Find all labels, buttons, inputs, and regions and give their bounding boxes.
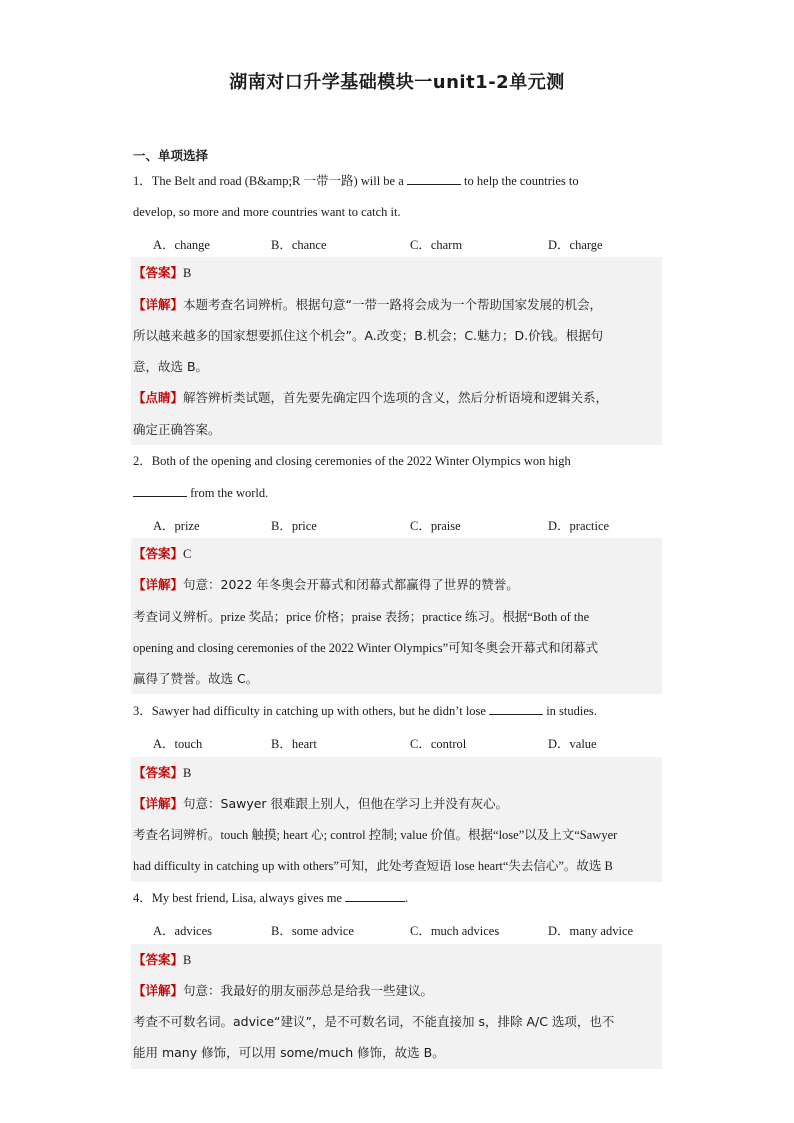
q1-detail-line2: 所以越来越多的国家想要抓住这个机会”。A.改变；B.机会；C.魅力；D.价钱。根据句 (133, 328, 604, 343)
q1-explanation-box (131, 257, 662, 445)
q3-detail-line1: 句意：Sawyer 很难跟上别人，但他在学习上并没有灰心。 (183, 796, 509, 811)
page-title: 湖南对口升学基础模块一unit1-2单元测 (229, 72, 565, 93)
answer-label: 【答案】 (133, 765, 184, 780)
q2-detail-line1: 句意：2022 年冬奥会开幕式和闭幕式都赢得了世界的赞誉。 (183, 577, 519, 592)
q4-detail-line2: 考查不可数名词。advice“建议”，是不可数名词，不能直接加 s，排除 A/C 选项，也不 (133, 1014, 615, 1029)
q3-option-d[interactable]: D．value (548, 737, 597, 751)
q1-option-a[interactable]: A．change (153, 238, 210, 252)
tip-label: 【点睛】 (133, 390, 184, 405)
q2-answer: C (183, 547, 192, 561)
answer-blank (407, 174, 461, 185)
detail-label: 【详解】 (133, 983, 184, 998)
q2-stem-line1: 2．Both of the opening and closing ceremonies of the 2022 Winter Olympics won high (133, 454, 571, 468)
answer-label: 【答案】 (133, 952, 184, 967)
answer-blank (489, 704, 543, 715)
q4-option-d[interactable]: D．many advice (548, 924, 634, 938)
answer-label: 【答案】 (133, 265, 184, 280)
q1-stem-line2: develop, so more and more countries want to catch it. (133, 205, 401, 219)
q4-option-b[interactable]: B．some advice (271, 924, 354, 938)
q4-detail-line3: 能用 many 修饰，可以用 some/much 修饰，故选 B。 (133, 1045, 445, 1060)
q2-option-b[interactable]: B．price (271, 519, 317, 533)
q3-stem-part1: 3．Sawyer had difficulty in catching up with others, but he didn’t lose (133, 704, 486, 718)
q1-tip-line2: 确定正确答案。 (133, 422, 221, 437)
q4-option-a[interactable]: A．advices (153, 924, 213, 938)
q2-detail-line2: 考查词义辨析。prize 奖品；price 价格；praise 表扬；practice 练习。根据“Both of the (133, 610, 590, 624)
section-heading: 一、单项选择 (133, 148, 209, 163)
detail-label: 【详解】 (133, 577, 184, 592)
q1-stem-part1: 1．The Belt and road (B&amp;R 一带一路) will be a (133, 174, 404, 188)
q4-stem-part1: 4．My best friend, Lisa, always gives me (133, 891, 342, 905)
q1-tip-line1: 解答辨析类试题，首先要先确定四个选项的含义，然后分析语境和逻辑关系， (183, 390, 609, 405)
q2-detail-line4: 赢得了赞誉。故选 C。 (133, 671, 259, 686)
q1-stem-part2: to help the countries to (464, 174, 579, 188)
q1-option-b[interactable]: B．chance (271, 238, 327, 252)
detail-label: 【详解】 (133, 297, 184, 312)
q3-detail-line2: 考查名词辨析。touch 触摸; heart 心; control 控制; value 价值。根据“lose”以及上文“Sawyer (133, 828, 618, 842)
answer-label: 【答案】 (133, 546, 184, 561)
q4-answer: B (183, 953, 192, 967)
q3-detail-line3: had difficulty in catching up with others”可知，此处考查短语 lose heart“失去信心”。故选 B (133, 859, 613, 873)
q1-detail-line1: 本题考查名词辨析。根据句意“一带一路将会成为一个帮助国家发展的机会， (183, 297, 602, 312)
detail-label: 【详解】 (133, 796, 184, 811)
q2-option-c[interactable]: C．praise (410, 519, 461, 533)
q4-stem-part2: . (405, 891, 409, 905)
q1-option-d[interactable]: D．charge (548, 238, 603, 252)
q1-detail-line3: 意，故选 B。 (133, 359, 209, 374)
q4-detail-line1: 句意：我最好的朋友丽莎总是给我一些建议。 (183, 983, 434, 998)
answer-blank (133, 486, 187, 497)
q3-option-a[interactable]: A．touch (153, 737, 203, 751)
q2-option-a[interactable]: A．prize (153, 519, 200, 533)
q2-detail-line3: opening and closing ceremonies of the 2022 Winter Olympics”可知冬奥会开幕式和闭幕式 (133, 641, 599, 655)
q3-option-c[interactable]: C．control (410, 737, 467, 751)
q4-option-c[interactable]: C．much advices (410, 924, 500, 938)
q1-answer: B (183, 266, 192, 280)
q3-stem-part2: in studies. (546, 704, 597, 718)
answer-blank (345, 891, 405, 902)
q2-option-d[interactable]: D．practice (548, 519, 610, 533)
q1-option-c[interactable]: C．charm (410, 238, 463, 252)
q2-stem-line2: from the world. (190, 486, 269, 500)
q3-answer: B (183, 766, 192, 780)
q3-option-b[interactable]: B．heart (271, 737, 317, 751)
